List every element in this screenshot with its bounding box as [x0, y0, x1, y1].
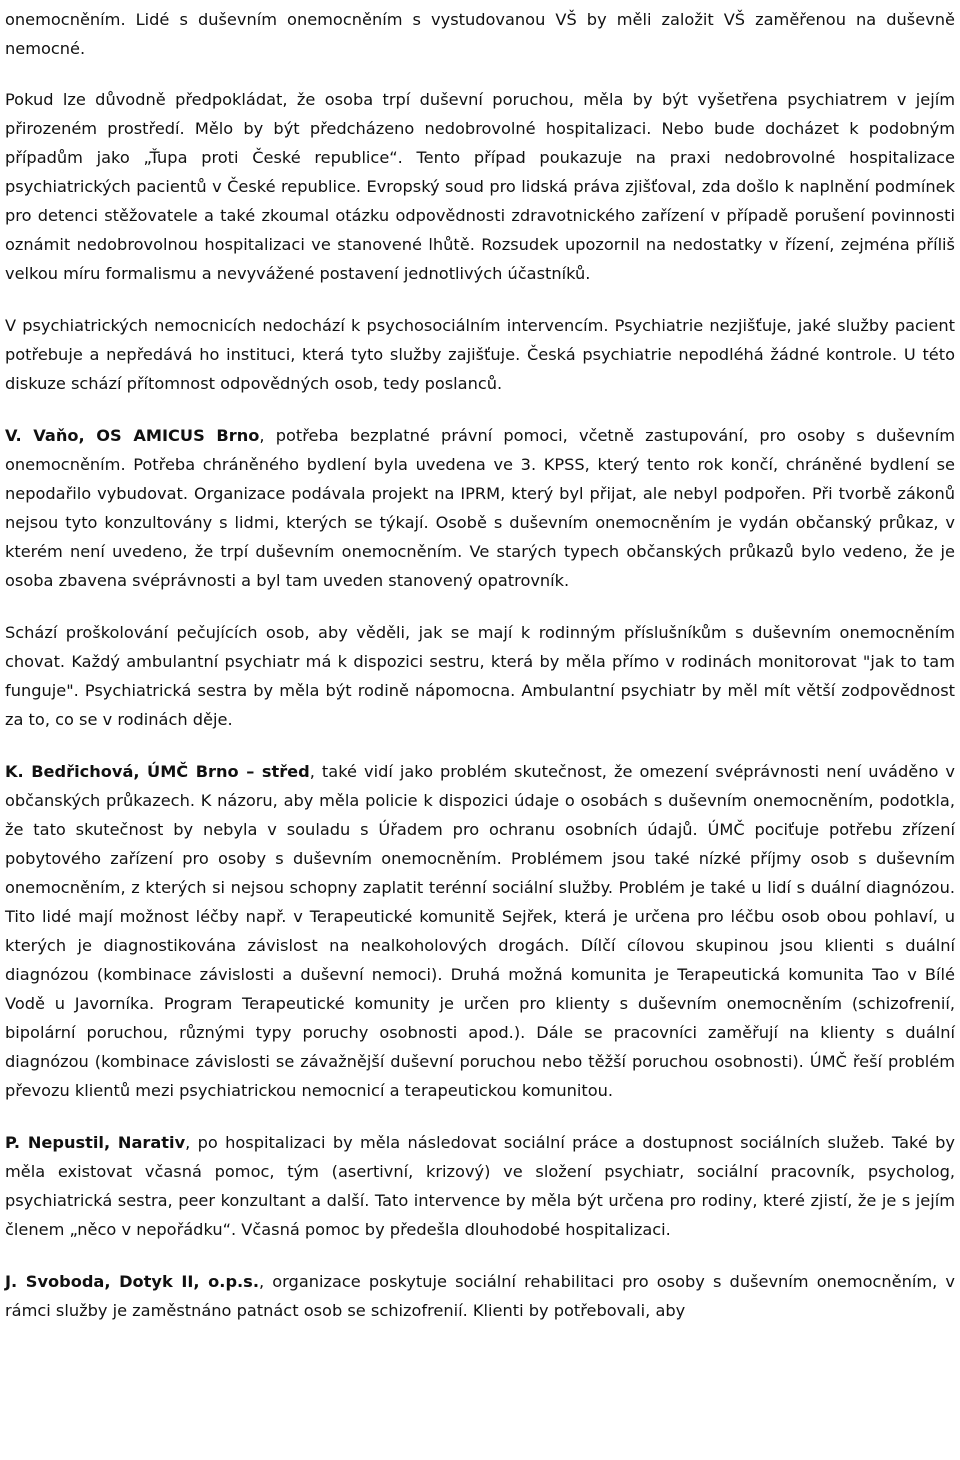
speaker-name: P. Nepustil, Narativ — [5, 1133, 186, 1152]
paragraph-nepustil — [5, 1128, 955, 1244]
paragraph-continuation: onemocněním. Lidé s duševním onemocněním s vystudovanou VŠ by měli založit VŠ zaměřenou na duševně nemocné. — [5, 10, 955, 58]
paragraph-text: , také vidí jako problém skutečnost, že omezení svéprávnosti není uváděno v občanských průkazech. K názoru, aby měla policie k dispozici údaje o osobách s duševním onemocněním, podotkla, že tato skutečnost by nebyla v souladu s Úřadem pro ochranu osobních údajů. ÚMČ pociťuje potřebu zřízení pobytového zařízení pro osoby s duševním onemocněním. Problémem jsou také nízké příjmy osob s duševním onemocněním, z kterých si nejsou schopny zaplatit terénní sociální služby. Problém je také u lidí s duální diagnózou. Tito lidé mají možnost léčby např. v Terapeutické komunitě Sejřek, která je určena pro léčbu osob obou pohlaví, u kterých je diagnostikována závislost na nealkoholových drogách. Dílčí cílovou skupinou jsou klienti s duální diagnózou (kombinace závislosti a duševní nemoci). Druhá možná komunita je Terapeutická komunita Tao v Bílé Vodě u Javorníka. Program Terapeutické komunity je určen pro klienty s duševním onemocněním (schizofrenií, bipolární poruchou, různými typy poruchy osobnosti apod.). Dále se pracovníci zaměřují na klienty s duální diagnózou (kombinace závislosti se závažnější duševní poruchou nebo těžší poruchou osobnosti). ÚMČ řeší problém převozu klientů mezi psychiatrickou nemocnicí a terapeutickou komunitou. — [5, 762, 955, 1100]
speaker-name: K. Bedřichová, ÚMČ Brno – střed — [5, 762, 310, 781]
speaker-name: J. Svoboda, Dotyk II, o.p.s. — [5, 1272, 259, 1291]
paragraph-svoboda — [5, 1267, 955, 1325]
paragraph-vano — [5, 421, 955, 595]
paragraph-text: , po hospitalizaci by měla následovat sociální práce a dostupnost sociálních služeb. Také by měla existovat včasná pomoc, tým (asertivní, krizový) ve složení psychiatr, sociální pracovník, psycholog, psychiatrická sestra, peer konzultant a další. Tato intervence by měla být určena pro rodiny, které zjistí, že je s jejím členem „něco v nepořádku“. Včasná pomoc by předešla dlouhodobé hospitalizaci. — [5, 1133, 955, 1239]
paragraph-psychiatric-hospitals: V psychiatrických nemocnicích nedochází k psychosociálním intervencím. Psychiatrie nezjišťuje, jaké služby pacient potřebuje a nepředává ho instituci, která tyto služby zajišťuje. Česká psychiatrie nepodléhá žádné kontrole. U této diskuze schází přítomnost odpovědných osob, tedy poslanců. — [5, 316, 955, 393]
paragraph-text: , organizace poskytuje sociální rehabilitaci pro osoby s duševním onemocněním, v rámci služby je zaměstnáno patnáct osob se schizofrenií. Klienti by potřebovali, aby — [5, 1272, 956, 1320]
document-page — [5, 5, 955, 1348]
paragraph-involuntary-hospitalization: Pokud lze důvodně předpokládat, že osoba trpí duševní poruchou, měla by být vyšetřena psychiatrem v jejím přirozeném prostředí. Mělo by být předcházeno nedobrovolné hospitalizaci. Nebo bude docházet k podobným případům jako „Ťupa proti České republice“. Tento případ poukazuje na praxi nedobrovolné hospitalizace psychiatrických pacientů v České republice. Evropský soud pro lidská práva zjišťoval, zda došlo k naplnění podmínek pro detenci stěžovatele a také zkoumal otázku odpovědnosti zdravotnického zařízení v případě porušení povinnosti oznámit nedobrovolnou hospitalizaci ve stanovené lhůtě. Rozsudek upozornil na nedostatky v řízení, zejména příliš velkou míru formalismu a nevyvážené postavení jednotlivých účastníků. — [5, 90, 955, 283]
paragraph-caregiver-training: Schází proškolování pečujících osob, aby věděli, jak se mají k rodinným příslušníkům s duševním onemocněním chovat. Každý ambulantní psychiatr má k dispozici sestru, která by měla přímo v rodinách monitorovat "jak to tam funguje". Psychiatrická sestra by měla být rodině nápomocna. Ambulantní psychiatr by měl mít větší zodpovědnost za to, co se v rodinách děje. — [5, 623, 955, 729]
speaker-name: V. Vaňo, OS AMICUS Brno — [5, 426, 260, 445]
paragraph-bedrichova — [5, 757, 955, 1105]
paragraph-text: , potřeba bezplatné právní pomoci, včetně zastupování, pro osoby s duševním onemocněním. Potřeba chráněného bydlení byla uvedena ve 3. KPSS, který tento rok končí, chráněné bydlení se nepodařilo vybudovat. Organizace podávala projekt na IPRM, který byl přijat, ale nebyl podpořen. Při tvorbě zákonů nejsou tyto konzultovány s lidmi, kterých se týkají. Osobě s duševním onemocněním je vydán občanský průkaz, v kterém není uvedeno, že trpí duševním onemocněním. Ve starých typech občanských průkazů bylo vedeno, že je osoba zbavena svéprávnosti a byl tam uveden stanovený opatrovník. — [5, 426, 955, 590]
